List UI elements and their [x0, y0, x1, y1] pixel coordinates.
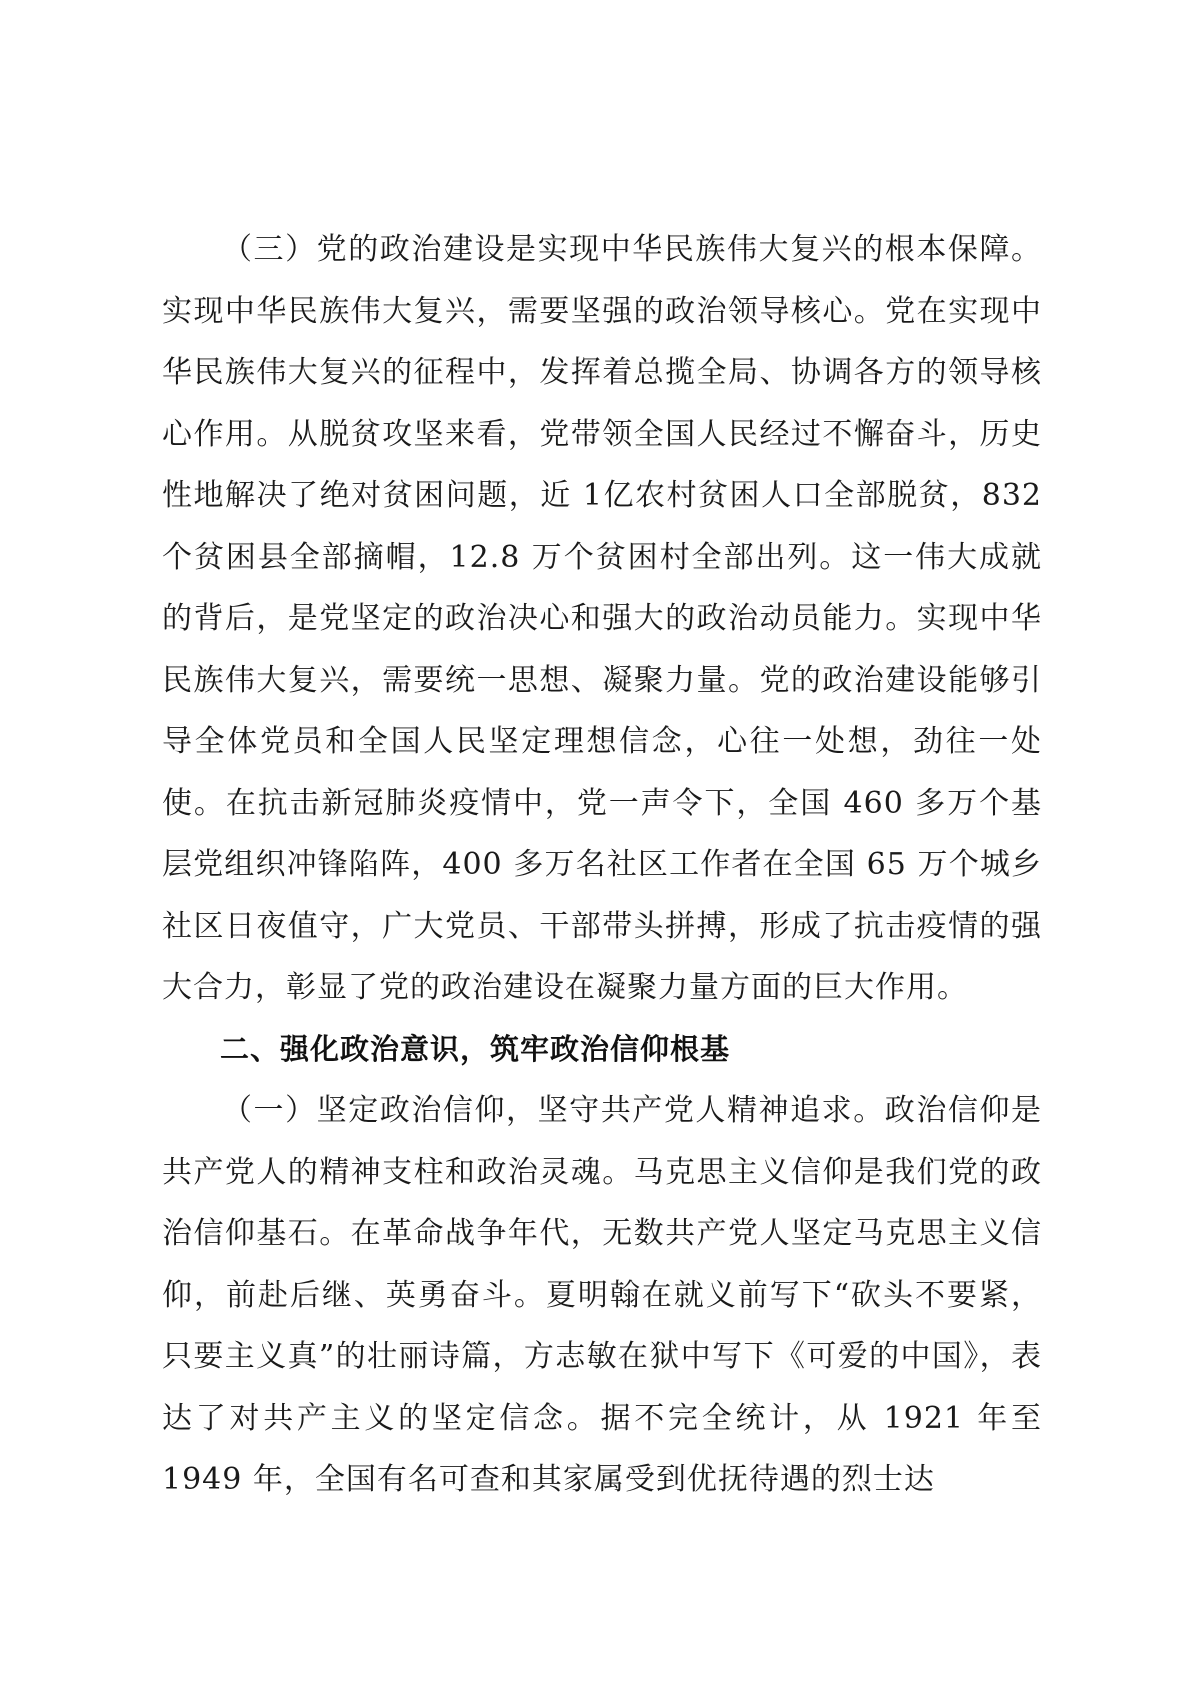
section-heading: 二、强化政治意识，筑牢政治信仰根基 — [220, 1031, 731, 1066]
paragraph-political-belief: （一）坚定政治信仰，坚守共产党人精神追求。政治信仰是共产党人的精神支柱和政治灵魂。马克思主义信仰是我们党的政治信仰基石。在革命战争年代，无数共产党人坚定马克思主义信仰，前赴后继、英勇奋斗。夏明翰在就义前写下“砍头不要紧，只要主义真”的壮丽诗篇，方志敏在狱中写下《可爱的中国》，表达了对共产主义的坚定信念。据不完全统计，从 1921 年至 1949 年，全国有名可查和其家属受到优抚待遇的烈士达 — [162, 1093, 1042, 1497]
document-body — [162, 219, 1042, 1511]
paragraph-political-construction: （三）党的政治建设是实现中华民族伟大复兴的根本保障。实现中华民族伟大复兴，需要坚强的政治领导核心。党在实现中华民族伟大复兴的征程中，发挥着总揽全局、协调各方的领导核心作用。从脱贫攻坚来看，党带领全国人民经过不懈奋斗，历史性地解决了绝对贫困问题，近 1亿农村贫困人口全部脱贫，832个贫困县全部摘帽，12.8 万个贫困村全部出列。这一伟大成就的背后，是党坚定的政治决心和强大的政治动员能力。实现中华民族伟大复兴，需要统一思想、凝聚力量。党的政治建设能够引导全体党员和全国人民坚定理想信念，心往一处想，劲往一处使。在抗击新冠肺炎疫情中，党一声令下，全国 460 多万个基层党组织冲锋陷阵，400 多万名社区工作者在全国 65 万个城乡社区日夜值守，广大党员、干部带头拼搏，形成了抗击疫情的强大合力，彰显了党的政治建设在凝聚力量方面的巨大作用。 — [162, 232, 1042, 1005]
